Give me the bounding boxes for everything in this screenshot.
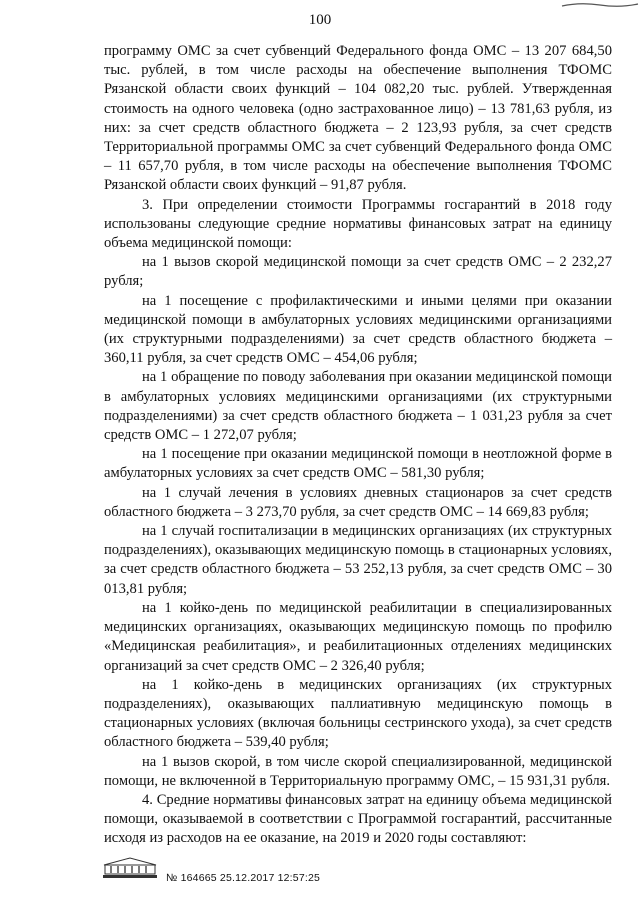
government-building-stamp-icon (100, 856, 160, 880)
list-item: на 1 посещение при оказании медицинской помощи в неотложной форме в амбулаторных условиях за счет средств ОМС – 581,30 рубля; (104, 446, 612, 482)
page-number: 100 (308, 12, 332, 28)
paragraph: 3. При определении стоимости Программы госгарантий в 2018 году использованы следующие средние нормативы финансовых затрат на единицу объема медицинской помощи: (104, 196, 612, 252)
list-item: на 1 вызов скорой, в том числе скорой специализированной, медицинской помощи, не включенной в Территориальную программу ОМС, – 15 931,31 рубля. (104, 753, 612, 789)
list-item: на 1 случай лечения в условиях дневных стационаров за счет средств областного бюджета – 3 273,70 рубля, за счет средств ОМС – 14 669,83 рубля; (104, 484, 612, 520)
paragraph: программу ОМС за счет субвенций Федерального фонда ОМС – 13 207 684,50 тыс. рублей, в том числе расходы на обеспечение выполнения ТФОМС Рязанской области своих функций – 104 082,20 тыс. рублей. Утвержденная стоимость на одного человека (одно застрахованное лицо) – 13 781,63 рубля, из них: за счет средств областного бюджета – 2 123,93 рубля, за счет средств Территориальной программы ОМС за счет субвенций Федерального фонда ОМС – 11 657,70 рубля, в том числе расходы на обеспечение выполнения ТФОМС Рязанской области своих функций – 91,87 рубля. (104, 43, 612, 194)
paragraph: 4. Средние нормативы финансовых затрат на единицу объема медицинской помощи, оказываемой в соответствии с Программой госгарантий, рассчитанные исходя из расходов на ее оказание, на 2019 и 2020 годы составляют: (104, 791, 612, 847)
document-footer (100, 856, 520, 896)
list-item: на 1 койко-день по медицинской реабилитации в специализированных медицинских организациях, оказывающих медицинскую помощь по профилю «Медицинская реабилитация», и реабилитационных отделениях медицинских организаций за счет средств ОМС – 2 326,40 рубля; (104, 599, 612, 674)
list-item: на 1 посещение с профилактическими и иными целями при оказании медицинской помощи в амбулаторных условиях медицинскими организациями (их структурными подразделениями) за счет средств областного бюджета – 360,11 рубля, за счет средств ОМС – 454,06 рубля; (104, 292, 612, 367)
document-body (104, 42, 612, 849)
document-registration-code: № 164665 25.12.2017 12:57:25 (166, 872, 321, 884)
list-item: на 1 койко-день в медицинских организациях (их структурных подразделениях), оказывающих паллиативную медицинскую помощь в стационарных условиях (включая больницы сестринского ухода), за счет средств областного бюджета – 539,40 рубля; (104, 676, 612, 751)
list-item: на 1 вызов скорой медицинской помощи за счет средств ОМС – 2 232,27 рубля; (104, 254, 612, 290)
list-item: на 1 обращение по поводу заболевания при оказании медицинской помощи в амбулаторных условиях медицинскими организациями (их структурными подразделениями) за счет средств областного бюджета – 1 031,23 рубля за счет средств ОМС – 1 272,07 рубля; (104, 369, 612, 444)
scan-mark-icon (560, 0, 640, 10)
list-item: на 1 случай госпитализации в медицинских организациях (их структурных подразделениях), оказывающих медицинскую помощь в стационарных условиях, за счет средств областного бюджета – 53 252,13 рубля, за счет средств ОМС – 30 013,81 рубля; (104, 523, 612, 597)
